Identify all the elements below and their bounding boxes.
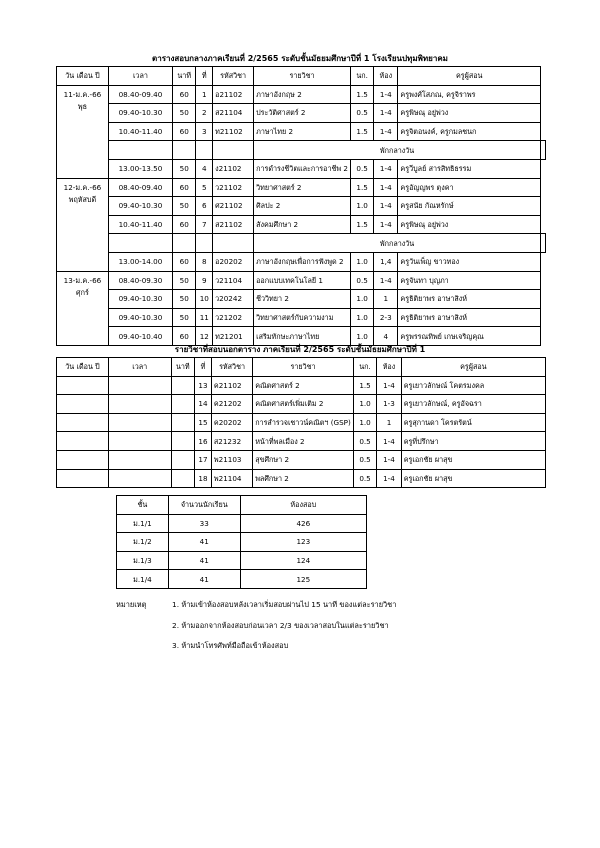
subject-code: ง21102 [213,159,254,178]
teacher: ครูพรรณทิพย์ เกษเจริญคุณ [398,327,541,346]
empty-cell [57,395,109,414]
subject-code: ว21102 [213,178,254,197]
empty-cell [171,450,195,469]
schedule-title: ตารางสอบกลางภาคเรียนที่ 2/2565 ระดับชั้นมัธยมศึกษาปีที่ 1 โรงเรียนปทุมพิทยาคม [152,54,448,63]
exam-no: 1 [196,85,213,104]
credit: 1.5 [351,122,374,141]
table-row [57,290,546,309]
subject-code: ค20202 [211,413,252,432]
subject-name: ชีววิทยา 2 [254,290,351,309]
exam-no: 2 [196,104,213,123]
exam-no: 6 [196,197,213,216]
day-cell [57,271,109,345]
header-subject: รายวิชา [254,67,351,86]
student-count: 41 [168,533,240,552]
table-row [117,570,367,589]
empty-cell [173,141,196,160]
empty-cell [196,141,213,160]
exam-no: 11 [196,308,213,327]
empty-cell [171,376,195,395]
exam-time: 09.40-10.30 [108,308,172,327]
subject-code: ศ21102 [213,197,254,216]
exam-time: 08.40-09.40 [108,85,172,104]
subject-code: ส21102 [213,215,254,234]
table-row [57,271,546,290]
exam-no: 16 [195,432,212,451]
subject-code: ส21104 [213,104,254,123]
exam-date: 11-ม.ค.-66 [63,89,102,99]
exam-no: 13 [195,376,212,395]
exam-minutes: 50 [173,197,196,216]
table-row [117,514,367,533]
room: 1-3 [377,395,401,414]
lunch-row [57,234,546,253]
exam-room-number: 426 [240,514,366,533]
teacher: ครูสนัย กัณหรักษ์ [398,197,541,216]
table-row [57,159,546,178]
exam-no: 3 [196,122,213,141]
table-row [57,376,546,395]
subject-name: วิทยาศาสตร์กับความงาม [254,308,351,327]
subject-code: ท21102 [213,122,254,141]
empty-cell [108,141,172,160]
empty-cell [57,432,109,451]
table-row [57,197,546,216]
exam-time: 08.40-09.40 [108,178,172,197]
subject-name: เสริมทักษะภาษาไทย [254,327,351,346]
notes-label: หมายเหตุ [116,600,147,609]
empty-cell [171,395,195,414]
header-credit: นก. [353,358,376,377]
exam-time: 09.40-10.30 [108,197,172,216]
teacher: ครูเอกชัย ผาสุข [401,469,545,488]
table-row [57,215,546,234]
exam-minutes: 50 [173,271,196,290]
header-minutes: นาที [173,67,196,86]
lunch-break-label: พักกลางวัน [254,234,541,253]
empty-cell [213,141,254,160]
teacher: ครูที่ปรึกษา [401,432,545,451]
outside-schedule-table [56,357,546,488]
header-minutes: นาที [171,358,195,377]
exam-no: 12 [196,327,213,346]
exam-time: 09.40-10.30 [108,104,172,123]
subject-name: สุขศึกษา 2 [253,450,354,469]
header-time: เวลา [108,67,172,86]
student-count: 41 [168,551,240,570]
credit: 1.5 [353,376,376,395]
class-name: ม.1/3 [117,551,169,570]
teacher: ครูวันเพ็ญ ขาวทอง [398,252,541,271]
exam-no: 4 [196,159,213,178]
empty-cell [57,450,109,469]
header-teacher: ครูผู้สอน [401,358,545,377]
subject-code: อ21102 [213,85,254,104]
class-name: ม.1/1 [117,514,169,533]
subject-code: พ21104 [211,469,252,488]
teacher: ครูสุกานดา โครตรัตน์ [401,413,545,432]
subject-code: ว21202 [213,308,254,327]
teacher: ครูอัญญพร ตุงคา [398,178,541,197]
exam-no: 5 [196,178,213,197]
subject-code: ว21104 [213,271,254,290]
teacher: ครูวีบูลย์ สารสิทธิธรรม [398,159,541,178]
header-room: ห้อง [374,67,398,86]
empty-cell [108,469,171,488]
credit: 1.0 [353,413,376,432]
credit: 1.5 [351,215,374,234]
subject-code: ค21102 [211,376,252,395]
exam-time: 13.00-14.00 [108,252,172,271]
teacher: ครูพิษณุ อยู่พ่วง [398,215,541,234]
empty-cell [171,413,195,432]
empty-cell [57,469,109,488]
room: 1-4 [374,178,398,197]
exam-time: 10.40-11.40 [108,122,172,141]
exam-minutes: 60 [173,85,196,104]
empty-cell [196,234,213,253]
table-row [117,533,367,552]
subject-name: การดำรงชีวิตและการอาชีพ 2 [254,159,351,178]
room: 1-4 [377,432,401,451]
note-item: 1. ห้ามเข้าห้องสอบหลังเวลาเริ่มสอบผ่านไป 15 นาที ของแต่ละรายวิชา [172,600,397,609]
header-date: วัน เดือน ปี [57,67,109,86]
header-room: ห้อง [377,358,401,377]
subject-code: ส21232 [211,432,252,451]
subject-name: หน้าที่พลเมือง 2 [253,432,354,451]
credit: 1.0 [351,252,374,271]
teacher: ครูธิติยาพร อาษาสิงห์ [398,308,541,327]
credit: 1.0 [351,308,374,327]
empty-cell [541,141,546,160]
header-credit: นก. [351,67,374,86]
teacher: ครูพงศ์โสภณ, ครูจิราพร [398,85,541,104]
exam-minutes: 50 [173,308,196,327]
subject-name: คณิตศาสตร์เพิ่มเติม 2 [253,395,354,414]
subject-name: ประวัติศาสตร์ 2 [254,104,351,123]
subject-name: ภาษาอังกฤษเพื่อการฟังพูด 2 [254,252,351,271]
exam-minutes: 50 [173,159,196,178]
exam-no: 7 [196,215,213,234]
exam-weekday: พุธ [77,101,87,111]
exam-minutes: 60 [173,122,196,141]
credit: 1.0 [351,197,374,216]
table-header-row [57,67,546,86]
empty-cell [108,234,172,253]
exam-rooms-table [116,495,367,589]
exam-time: 13.00-13.50 [108,159,172,178]
empty-cell [108,395,171,414]
table-row [57,308,546,327]
room: 1 [374,290,398,309]
header-code: รหัสวิชา [213,67,254,86]
exam-date: 12-ม.ค.-66 [63,182,102,192]
room: 1,4 [374,252,398,271]
teacher: ครูเยาวลักษณ์ โคตรมงคล [401,376,545,395]
exam-no: 10 [196,290,213,309]
exam-no: 9 [196,271,213,290]
subject-name: ออกแบบเทคโนโลยี 1 [254,271,351,290]
subject-code: ท21201 [213,327,254,346]
day-cell [57,85,109,178]
student-count: 41 [168,570,240,589]
room: 1-4 [374,122,398,141]
teacher: ครูเอกชัย ผาสุข [401,450,545,469]
subject-code: ว20242 [213,290,254,309]
exam-no: 14 [195,395,212,414]
subject-name: คณิตศาสตร์ 2 [253,376,354,395]
lunch-break-label: พักกลางวัน [254,141,541,160]
table-row [57,104,546,123]
credit: 1.5 [351,178,374,197]
table-row [57,413,546,432]
exam-minutes: 50 [173,290,196,309]
header-time: เวลา [108,358,171,377]
table-header-row [117,496,367,515]
empty-cell [213,234,254,253]
room: 4 [374,327,398,346]
table-header-row [57,358,546,377]
credit: 0.5 [353,432,376,451]
room: 1-4 [374,215,398,234]
exam-time: 09.40-10.40 [108,327,172,346]
room: 1-4 [374,104,398,123]
credit: 0.5 [351,271,374,290]
subject-code: พ21103 [211,450,252,469]
empty-cell [173,234,196,253]
credit: 0.5 [353,450,376,469]
subject-name: พลศึกษา 2 [253,469,354,488]
header-code: รหัสวิชา [211,358,252,377]
student-count: 33 [168,514,240,533]
exam-no: 8 [196,252,213,271]
exam-minutes: 60 [173,215,196,234]
teacher: ครูเยาวลักษณ์, ครูอัจฉรา [401,395,545,414]
empty-cell [108,376,171,395]
room: 2-3 [374,308,398,327]
credit: 0.5 [351,104,374,123]
header-no: ที่ [195,358,212,377]
exam-minutes: 50 [173,104,196,123]
empty-cell [108,413,171,432]
exam-weekday: ศุกร์ [76,287,89,297]
lunch-row [57,141,546,160]
subject-name: สังคมศึกษา 2 [254,215,351,234]
subject-code: ค21202 [211,395,252,414]
exam-no: 15 [195,413,212,432]
exam-no: 17 [195,450,212,469]
subject-code: อ20202 [213,252,254,271]
day-cell [57,178,109,271]
empty-cell [171,469,195,488]
exam-time: 09.40-10.30 [108,290,172,309]
credit: 0.5 [351,159,374,178]
credit: 1.0 [351,290,374,309]
exam-minutes: 60 [173,252,196,271]
header-exam-room: ห้องสอบ [240,496,366,515]
header-subject: รายวิชา [253,358,354,377]
exam-room-number: 124 [240,551,366,570]
credit: 0.5 [353,469,376,488]
header-students: จำนวนนักเรียน [168,496,240,515]
empty-cell [57,413,109,432]
room: 1-4 [374,85,398,104]
subject-name: วิทยาศาสตร์ 2 [254,178,351,197]
exam-minutes: 60 [173,327,196,346]
class-name: ม.1/4 [117,570,169,589]
table-row [117,551,367,570]
table-row [57,122,546,141]
room: 1-4 [377,376,401,395]
note-item: 3. ห้ามนำโทรศัพท์มือถือเข้าห้องสอบ [172,641,289,650]
exam-room-number: 123 [240,533,366,552]
room: 1-4 [377,450,401,469]
credit: 1.5 [351,85,374,104]
table-row [57,450,546,469]
exam-schedule-table [56,66,546,346]
header-no: ที่ [196,67,213,86]
subject-name: ภาษาไทย 2 [254,122,351,141]
table-row [57,178,546,197]
class-name: ม.1/2 [117,533,169,552]
exam-time: 08.40-09.30 [108,271,172,290]
exam-no: 18 [195,469,212,488]
table-row [57,469,546,488]
teacher: ครูจันทา บุญภา [398,271,541,290]
room: 1-4 [377,469,401,488]
table-row [57,395,546,414]
credit: 1.0 [351,327,374,346]
subject-name: การสำรวจเชาวน์คณิตฯ (GSP) [253,413,354,432]
header-class: ชั้น [117,496,169,515]
credit: 1.0 [353,395,376,414]
header-teacher: ครูผู้สอน [398,67,541,86]
subject-name: ภาษาอังกฤษ 2 [254,85,351,104]
empty-cell [171,432,195,451]
outside-title: รายวิชาที่สอบนอกตาราง ภาคเรียนที่ 2/2565 ระดับชั้นมัธยมศึกษาปีที่ 1 [174,345,426,354]
exam-time: 10.40-11.40 [108,215,172,234]
teacher: ครูจิตอนงค์, ครูกมลชนก [398,122,541,141]
note-item: 2. ห้ามออกจากห้องสอบก่อนเวลา 2/3 ของเวลาสอบในแต่ละรายวิชา [172,620,389,630]
teacher: ครูพิษณุ อยู่พ่วง [398,104,541,123]
empty-cell [57,376,109,395]
exam-minutes: 60 [173,178,196,197]
room: 1-4 [374,197,398,216]
table-row [57,252,546,271]
table-row [57,432,546,451]
header-date: วัน เดือน ปี [57,358,109,377]
empty-cell [108,432,171,451]
room: 1-4 [374,159,398,178]
exam-date: 13-ม.ค.-66 [63,275,102,285]
empty-cell [108,450,171,469]
room: 1 [377,413,401,432]
empty-cell [541,234,546,253]
subject-name: ศิลปะ 2 [254,197,351,216]
teacher: ครูธิติยาพร อาษาสิงห์ [398,290,541,309]
room: 1-4 [374,271,398,290]
exam-room-number: 125 [240,570,366,589]
exam-weekday: พฤหัสบดี [68,194,97,204]
table-row [57,85,546,104]
